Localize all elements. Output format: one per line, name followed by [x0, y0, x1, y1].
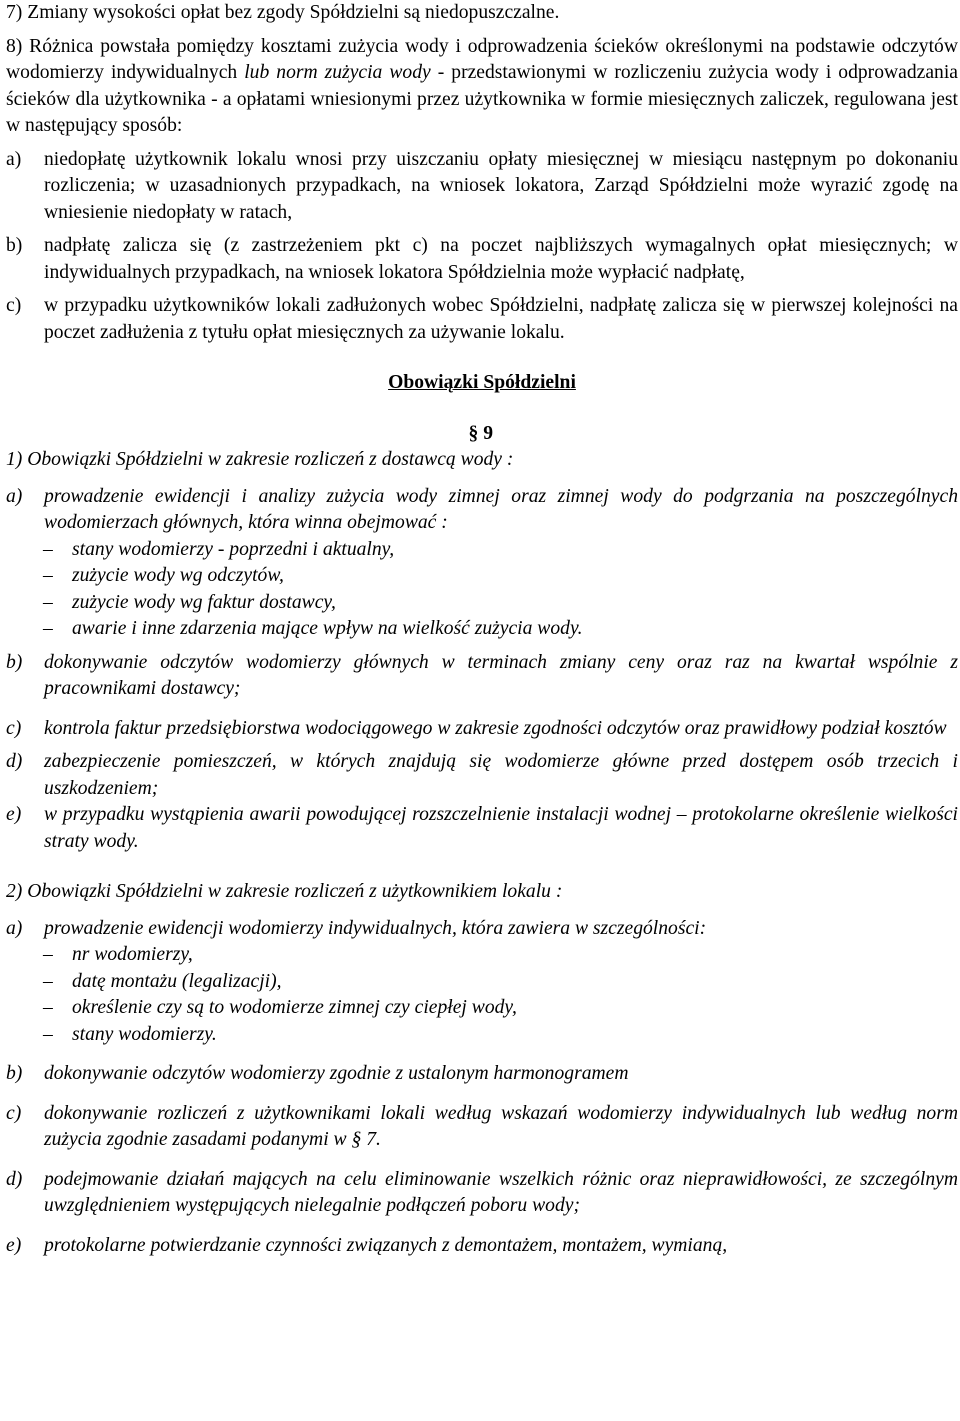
part2-item-label: d) [6, 1168, 23, 1190]
intro-item-label: c) [6, 295, 22, 316]
intro-item-c [6, 293, 958, 346]
paragraph-7: 7) Zmiany wysokości opłat bez zgody Spółdzielni są niedopuszczalne. [6, 2, 560, 23]
intro-item-b [6, 233, 958, 286]
dash-item-text: określenie czy są to wodomierze zimnej czy ciepłej wody, [72, 997, 517, 1018]
section-title: Obowiązki Spółdzielni [388, 372, 576, 393]
part2-item-e [6, 1233, 958, 1260]
part1-item-text: zabezpieczenie pomieszczeń, w których znajdują się wodomierze główne przed dostępem osób trzecich i uszkodzeniem; [44, 751, 958, 799]
part2-item-c [6, 1101, 958, 1154]
paragraph-8 [6, 34, 958, 140]
dash-bullet: – [43, 591, 53, 613]
document-page [6, 0, 958, 1259]
part2-item-b [6, 1061, 958, 1088]
part2-item-label: a) [6, 917, 23, 939]
part1-item-text: prowadzenie ewidencji i analizy zużycia wody zimnej oraz zimnej wody do podgrzania na poszczególnych wodomierzach głównych, która winna obejmować : [44, 485, 958, 533]
dash-bullet: – [43, 970, 53, 992]
part2-item-a [6, 916, 958, 943]
part1-item-b [6, 650, 958, 703]
intro-item-label: a) [6, 148, 22, 170]
part1-item-c [6, 716, 958, 743]
dash-item-text: nr wodomierzy, [72, 944, 193, 965]
dash-bullet: – [43, 997, 53, 1018]
part2-item-text: podejmowanie działań mających na celu eliminowanie wszelkich różnic oraz nieprawidłowości, ze szczególnym uwzględnieniem występujących nielegalnie podłączeń poboru wody; [44, 1168, 958, 1216]
dash-item-text: zużycie wody wg faktur dostawcy, [72, 591, 336, 613]
intro-item-text: niedopłatę użytkownik lokalu wnosi przy uiszczaniu opłaty miesięcznej w miesiącu następnym po dokonaniu rozliczenia; w uzasadnionych przypadkach, na wniosek lokatora, Zarząd Spółdzielni może wyrazić zgodę na wniesienie niedopłaty w ratach, [44, 148, 958, 223]
dash-bullet: – [43, 538, 53, 560]
part2-dash-item [6, 995, 958, 1022]
intro-item-a [6, 147, 958, 227]
part1-item-label: c) [6, 717, 22, 739]
part1-item-e [6, 802, 958, 855]
paragraph-8-text-a: 8) Różnica powstała pomiędzy kosztami zużycia wody i odprowadzenia ścieków określonymi na podstawie odczytów wodomierzy indywidualnych [6, 35, 958, 83]
part1-dash-item [6, 616, 958, 643]
paragraph-8-text-italic: lub norm zużycia wody [244, 62, 431, 83]
part1-dash-item [6, 563, 958, 590]
part2-item-text: protokolarne potwierdzanie czynności związanych z demontażem, montażem, wymianą, [44, 1234, 728, 1256]
part1-item-text: kontrola faktur przedsiębiorstwa wodociągowego w zakresie zgodności odczytów oraz prawidłowy podział kosztów [44, 717, 947, 739]
dash-item-text: stany wodomierzy - poprzedni i aktualny, [72, 538, 395, 560]
part1-item-a [6, 484, 958, 537]
part2-heading: 2) Obowiązki Spółdzielni w zakresie rozliczeń z użytkownikiem lokalu : [6, 881, 563, 902]
part1-dash-item [6, 590, 958, 617]
dash-bullet: – [43, 618, 53, 639]
part2-item-text: dokonywanie odczytów wodomierzy zgodnie z ustalonym harmonogramem [44, 1063, 629, 1084]
part1-item-d [6, 749, 958, 802]
part2-item-label: b) [6, 1063, 23, 1084]
part1-item-text: w przypadku wystąpienia awarii powodującej rozszczelnienie instalacji wodnej – protokolarne określenie wielkości straty wody. [44, 804, 958, 852]
part2-item-text: dokonywanie rozliczeń z użytkownikami lokali według wskazań wodomierzy indywidualnych lub według norm zużycia zgodnie zasadami podanymi w § 7. [44, 1102, 958, 1150]
part2-item-label: c) [6, 1102, 22, 1124]
part2-item-d [6, 1167, 958, 1220]
section-paragraph-number: § 9 [468, 422, 493, 444]
paragraph-8-text-c: - przedstawionymi w rozliczeniu zużycia wody i odprowadzania ścieków dla użytkownika - a opłatami wniesionymi przez użytkownika w formie miesięcznych zaliczek, regulowana jest w następujący sposób: [6, 62, 958, 136]
part2-item-label: e) [6, 1234, 22, 1256]
part1-heading: 1) Obowiązki Spółdzielni w zakresie rozliczeń z dostawcą wody : [6, 449, 514, 470]
dash-bullet: – [43, 944, 53, 965]
dash-bullet: – [43, 565, 53, 586]
part2-dash-item [6, 942, 958, 969]
part1-item-label: e) [6, 804, 22, 825]
intro-item-text: nadpłatę zalicza się (z zastrzeżeniem pkt c) na poczet najbliższych wymagalnych opłat miesięcznych; w indywidualnych przypadkach, na wniosek lokatora Spółdzielnia może wypłacić nadpłatę, [44, 235, 958, 283]
dash-item-text: awarie i inne zdarzenia mające wpływ na wielkość zużycia wody. [72, 618, 583, 639]
part1-item-label: a) [6, 485, 23, 507]
intro-item-text: w przypadku użytkowników lokali zadłużonych wobec Spółdzielni, nadpłatę zalicza się w pierwszej kolejności na poczet zadłużenia z tytułu opłat miesięcznych za używanie lokalu. [44, 295, 958, 343]
part2-item-text: prowadzenie ewidencji wodomierzy indywidualnych, która zawiera w szczególności: [44, 917, 707, 939]
dash-bullet: – [43, 1023, 53, 1045]
intro-item-label: b) [6, 235, 23, 256]
part1-item-label: b) [6, 651, 23, 673]
dash-item-text: zużycie wody wg odczytów, [72, 565, 284, 586]
part2-dash-item [6, 969, 958, 996]
part1-item-text: dokonywanie odczytów wodomierzy głównych w terminach zmiany ceny oraz raz na kwartał wspólnie z pracownikami dostawcy; [44, 651, 958, 699]
dash-item-text: stany wodomierzy. [72, 1023, 217, 1045]
part2-dash-item [6, 1022, 958, 1049]
part1-dash-item [6, 537, 958, 564]
part1-item-label: d) [6, 751, 23, 772]
dash-item-text: datę montażu (legalizacji), [72, 970, 282, 992]
